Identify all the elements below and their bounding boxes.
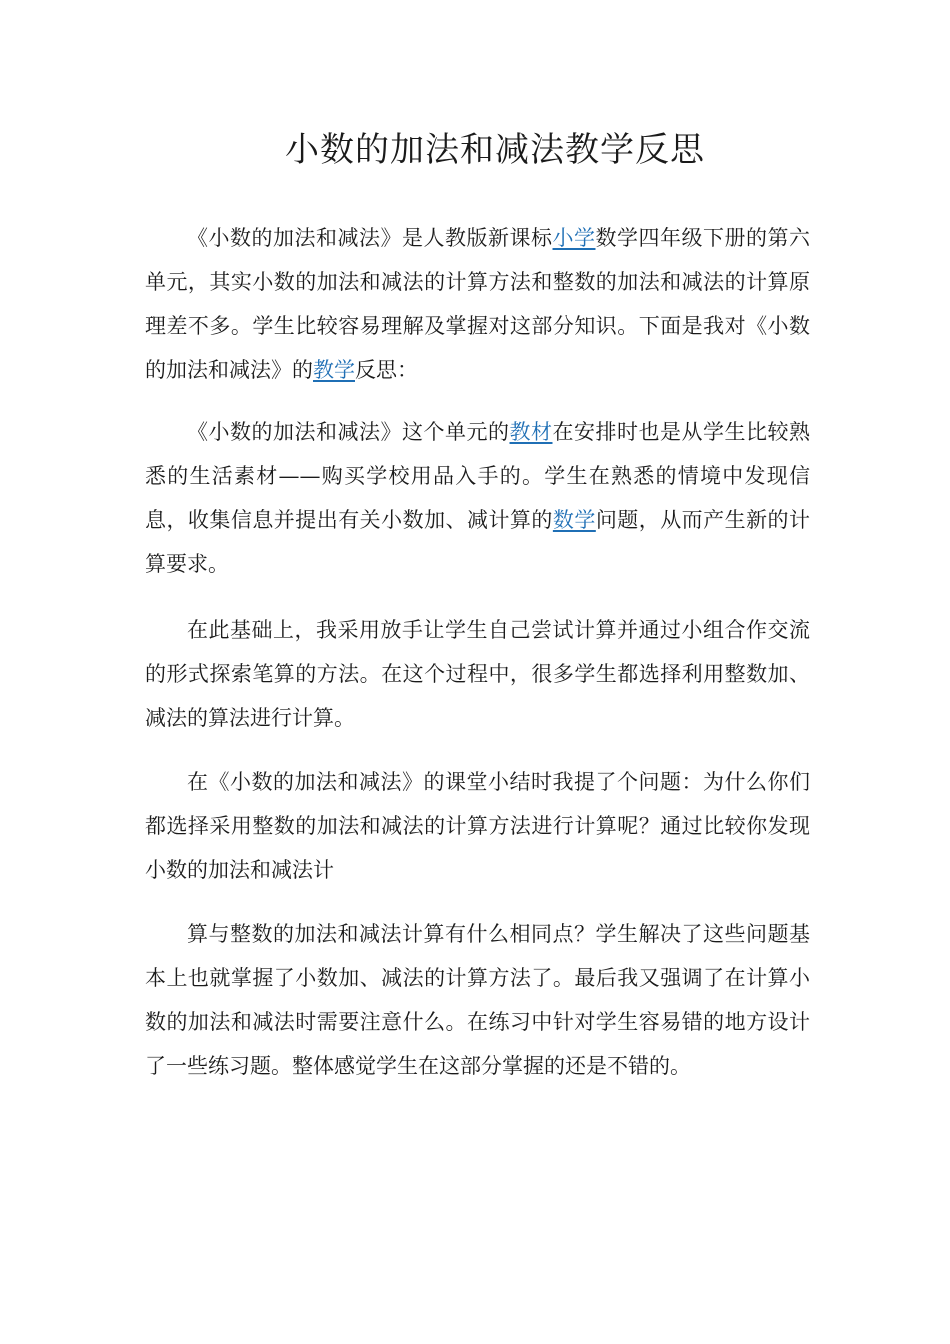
paragraph-1-text-b: 数学四年级下册的第六单元，其实小数的加法和减法的计算方法和整数的加法和减法的计算原理差不多。学生比较容易理解及掌握对这部分知识。下面是我对《小数的加法和减法》的 [145,226,810,382]
paragraph-1 [145,216,810,392]
paragraph-5: 算与整数的加法和减法计算有什么相同点？学生解决了这些问题基本上也就掌握了小数加、减法的计算方法了。最后我又强调了在计算小数的加法和减法时需要注意什么。在练习中针对学生容易错的地方设计了一些练习题。整体感觉学生在这部分掌握的还是不错的。 [145,922,810,1078]
paragraph-3: 在此基础上，我采用放手让学生自己尝试计算并通过小组合作交流的形式探索笔算的方法。在这个过程中，很多学生都选择利用整数加、减法的算法进行计算。 [145,618,810,730]
paragraph-2-text-b: 在安排时也是从学生比较熟悉的生活素材——购买学校用品入手的。学生在熟悉的情境中发现信息，收集信息并提出有关小数加、减计算的 [145,420,810,532]
paragraph-4: 在《小数的加法和减法》的课堂小结时我提了个问题：为什么你们都选择采用整数的加法和减法的计算方法进行计算呢？通过比较你发现小数的加法和减法计 [145,770,810,882]
paragraph-2-text-c: 问题，从而产生新的计算要求。 [145,508,811,576]
document-title: 小数的加法和减法教学反思 [285,130,705,170]
paragraph-1-text-a: 《小数的加法和减法》是人教版新课标 [187,226,553,250]
link-shuxue[interactable]: 数学 [552,508,596,532]
paragraph-1-text-c: 反思： [355,358,418,382]
link-jiaoxue[interactable]: 教学 [313,358,355,382]
paragraph-2 [145,410,810,586]
link-jiaocai[interactable]: 教材 [509,420,553,444]
link-xiaoxue[interactable]: 小学 [552,226,596,250]
paragraph-2-text-a: 《小数的加法和减法》这个单元的 [187,420,510,444]
